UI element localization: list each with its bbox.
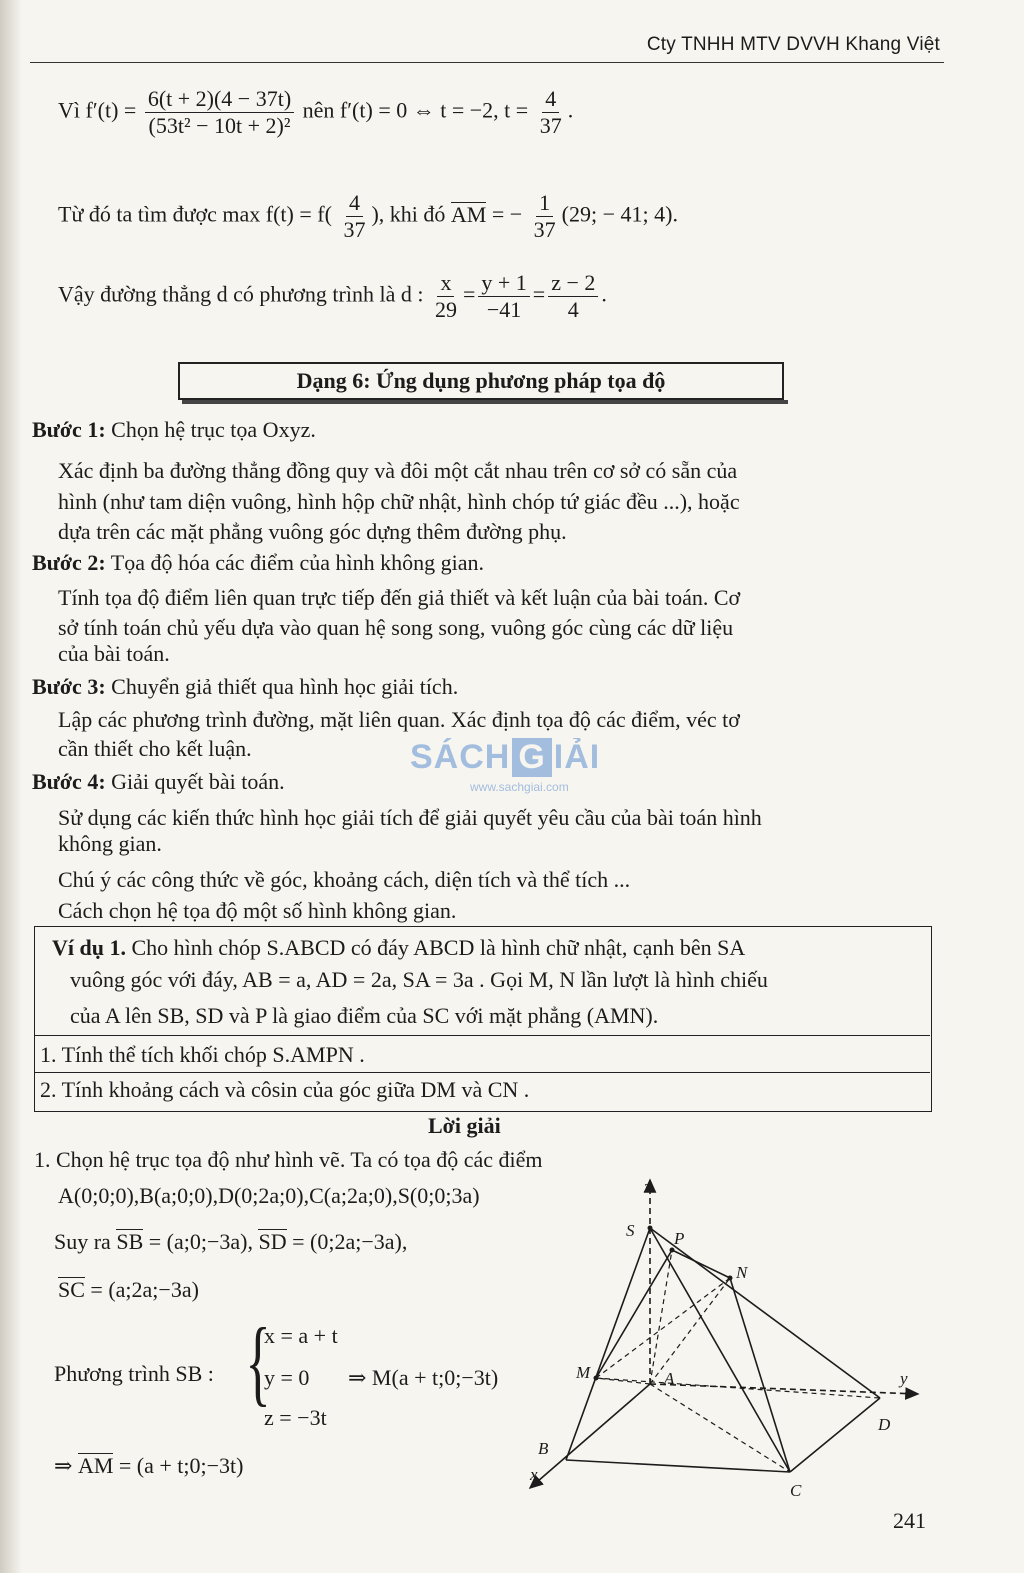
vector-sc-value: = (a;2a;−3a) — [90, 1277, 199, 1302]
step-label: Bước 3: — [32, 674, 106, 699]
edge-sb — [566, 1228, 650, 1460]
vector-sc: SC — [58, 1277, 85, 1302]
vector-sb: SB — [116, 1229, 144, 1254]
solution-vectors-line — [54, 1228, 407, 1256]
step-4-body-line: Sử dụng các kiến thức hình học giải tích để giải quyết yêu cầu của bài toán hình — [58, 805, 762, 830]
label-a: A — [664, 1369, 675, 1388]
step-1-heading — [32, 416, 316, 444]
label-n: N — [736, 1263, 748, 1282]
fraction-numerator: 4 — [542, 86, 559, 113]
vector-sd: SD — [258, 1229, 287, 1254]
fraction-numerator: x — [437, 270, 454, 297]
step-4-body-line: Cách chọn hệ tọa độ một số hình không gian. — [58, 898, 457, 923]
step-label: Bước 4: — [32, 769, 106, 794]
point-m-result: ⇒ M(a + t;0;−3t) — [348, 1365, 499, 1390]
label-m: M — [576, 1363, 591, 1382]
fraction-denominator: −41 — [486, 297, 522, 322]
text-f-prime: f′(t) = — [85, 97, 137, 123]
vector-am: AM — [450, 201, 487, 227]
step-1-body-line: hình (như tam diện vuông, hình hộp chữ nhật, hình chóp tứ giác đều ...), hoặc — [58, 489, 740, 514]
sb-equation-y: y = 0 — [264, 1365, 310, 1390]
x-fraction — [432, 270, 460, 323]
vector-sb-value: = (a;0;−3a), — [148, 1229, 253, 1254]
x-axis — [530, 1384, 650, 1488]
fraction-denominator: 4 — [567, 297, 579, 322]
edge-cd — [790, 1398, 880, 1472]
root-fraction — [537, 86, 565, 139]
example-line: của A lên SB, SD và P là giao điểm của SC với mặt phẳng (AMN). — [70, 1003, 659, 1028]
vector-sd-value: = (0;2a;−3a), — [292, 1229, 408, 1254]
y-fraction — [478, 270, 529, 323]
label-p: P — [674, 1229, 685, 1248]
fraction-numerator: 6(t + 2)(4 − 37t) — [145, 86, 294, 113]
step-label: Bước 1: — [32, 417, 106, 442]
derivative-line — [58, 86, 573, 139]
page-gutter-shadow — [0, 0, 22, 1573]
y-axis — [650, 1384, 918, 1394]
point-s — [648, 1226, 653, 1231]
vector-am-value: = (a + t;0;−3t) — [118, 1453, 244, 1478]
text-period: . — [601, 281, 607, 307]
step-3-heading — [32, 673, 458, 701]
step-3-body-line: cần thiết cho kết luận. — [58, 736, 252, 761]
max-fraction — [340, 190, 368, 243]
label-y: y — [900, 1369, 908, 1388]
label-c: C — [790, 1481, 802, 1500]
step-1-body-line: dựa trên các mặt phẳng vuông góc dựng thêm đường phụ. — [58, 519, 567, 544]
step-2-body-line: của bài toán. — [58, 641, 170, 666]
text-root-condition: nên f′(t) = 0 ⇔ t = −2, t = — [302, 97, 529, 123]
fraction-denominator: 37 — [539, 113, 562, 138]
edge-mp — [596, 1250, 672, 1378]
text-vi: Vì — [58, 97, 80, 123]
label-d: D — [878, 1415, 891, 1434]
step-label: Bước 2: — [32, 550, 106, 575]
edge-sc — [650, 1228, 790, 1472]
fraction-numerator: 4 — [346, 190, 363, 217]
edge-sd — [650, 1228, 880, 1398]
text-equals-minus: = − — [491, 201, 523, 227]
running-header: Cty TNHH MTV DVVH Khang Việt — [646, 34, 940, 55]
step-4-heading — [32, 768, 285, 796]
text-direction-vector: (29; − 41; 4). — [561, 201, 678, 227]
label-z: z — [644, 1177, 651, 1196]
text-max: Từ đó ta tìm được max f(t) = f( — [58, 201, 332, 227]
fraction-denominator: 29 — [434, 297, 457, 322]
edge-bc — [566, 1460, 790, 1472]
section-title: Dạng 6: Ứng dụng phương pháp tọa độ — [178, 362, 784, 400]
step-1-body-line: Xác định ba đường thẳng đồng quy và đôi một cắt nhau trên cơ sở có sẵn của — [58, 458, 738, 483]
step-3-body-line: Lập các phương trình đường, mặt liên quan. Xác định tọa độ các điểm, véc tơ — [58, 707, 740, 732]
point-n — [728, 1276, 733, 1281]
pyramid-figure — [500, 1150, 940, 1510]
sb-equation-z: z = −3t — [264, 1405, 327, 1430]
text-equals: = — [462, 281, 476, 307]
edge-ac — [650, 1384, 790, 1472]
solution-title: Lời giải — [428, 1113, 501, 1138]
step-4-body-line: không gian. — [58, 831, 162, 856]
vector-am-line — [54, 1452, 243, 1480]
example-label: Ví dụ 1. — [52, 935, 126, 960]
edge-pn — [672, 1250, 730, 1278]
example-question-1: 1. Tính thể tích khối chóp S.AMPN . — [40, 1042, 365, 1067]
vector-am: AM — [77, 1453, 114, 1478]
point-p — [670, 1248, 675, 1253]
text-suy-ra: Suy ra — [54, 1229, 111, 1254]
edge-nc — [730, 1278, 790, 1472]
sb-equation-x: x = a + t — [264, 1323, 338, 1348]
system-brace: { — [245, 1308, 271, 1415]
example-divider — [34, 1035, 930, 1036]
example-line — [52, 934, 745, 962]
label-b: B — [538, 1439, 549, 1458]
max-line — [58, 190, 678, 243]
watermark-logo — [410, 738, 600, 777]
solution-line: 1. Chọn hệ trục tọa độ như hình vẽ. Ta có tọa độ các điểm — [34, 1147, 543, 1172]
z-fraction — [548, 270, 598, 323]
example-line: vuông góc với đáy, AB = a, AD = 2a, SA = 3a . Gọi M, N lần lượt là hình chiếu — [70, 967, 768, 992]
step-title: Giải quyết bài toán. — [111, 769, 285, 794]
solution-coordinates: A(0;0;0),B(a;0;0),D(0;2a;0),C(a;2a;0),S(0;0;3a) — [58, 1183, 480, 1208]
fraction-denominator: 37 — [343, 217, 366, 242]
fraction-numerator: z − 2 — [548, 270, 598, 297]
text-period: . — [567, 97, 574, 123]
text-implies: ⇒ — [54, 1453, 73, 1478]
example-text: Cho hình chóp S.ABCD có đáy ABCD là hình chữ nhật, cạnh bên SA — [131, 935, 746, 960]
step-2-body-line: Tính tọa độ điểm liên quan trực tiếp đến giả thiết và kết luận của bài toán. Cơ — [58, 585, 741, 610]
solution-vector-sc — [58, 1276, 199, 1304]
fraction-numerator: 1 — [536, 190, 553, 217]
step-title: Tọa độ hóa các điểm của hình không gian. — [110, 550, 485, 575]
watermark-text: IẢI — [553, 738, 601, 776]
watermark-text: G — [512, 738, 551, 777]
example-question-2: 2. Tính khoảng cách và côsin của góc giữa DM và CN . — [40, 1077, 530, 1102]
page-number: 241 — [893, 1508, 926, 1533]
label-x: x — [530, 1465, 538, 1484]
fraction-numerator: y + 1 — [478, 270, 529, 297]
text-equals: = — [532, 281, 546, 307]
edge-ap — [650, 1250, 672, 1384]
edge-an — [650, 1278, 730, 1384]
edge-mn — [596, 1278, 730, 1378]
step-title: Chuyển giả thiết qua hình học giải tích. — [111, 674, 459, 699]
watermark-text: SÁCH — [410, 738, 511, 776]
line-equation — [58, 270, 607, 323]
scale-fraction — [531, 190, 559, 243]
step-2-body-line: sở tính toán chủ yếu dựa vào quan hệ song song, vuông góc cùng các dữ liệu — [58, 615, 734, 640]
watermark-url: www.sachgiai.com — [470, 780, 569, 794]
fraction-denominator: 37 — [533, 217, 556, 242]
sb-equation-label: Phương trình SB : — [54, 1361, 214, 1386]
point-m — [594, 1376, 599, 1381]
header-rule — [30, 62, 944, 63]
example-divider — [34, 1072, 930, 1073]
step-4-body-line: Chú ý các công thức về góc, khoảng cách, diện tích và thể tích ... — [58, 867, 631, 892]
text-line-d: Vậy đường thẳng d có phương trình là d : — [58, 281, 424, 307]
text-khi-do: ), khi đó — [371, 201, 446, 227]
derivative-fraction — [145, 86, 294, 139]
step-title: Chọn hệ trục tọa Oxyz. — [111, 417, 316, 442]
fraction-denominator: (53t² − 10t + 2)² — [148, 113, 291, 138]
step-2-heading — [32, 549, 484, 577]
label-s: S — [626, 1221, 635, 1240]
